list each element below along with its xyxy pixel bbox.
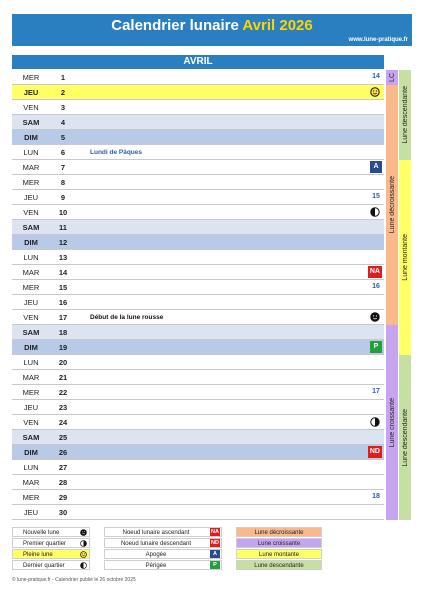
lunation-number: 17 [372,388,380,395]
day-of-week: VEN [23,313,39,322]
day-number: 29 [58,493,68,502]
day-number: 20 [58,358,68,367]
legend-events [104,527,222,571]
day-of-week: DIM [24,238,38,247]
legend-label: Dernier quartier [23,563,65,569]
day-number: 17 [58,313,68,322]
legend-color-item [236,527,322,537]
new-moon-icon [80,529,87,536]
day-row [12,250,384,265]
legend-label: Nouvelle lune [23,530,60,536]
day-number: 15 [58,283,68,292]
day-of-week: JEU [23,508,39,517]
legend-label: Premier quartier [23,541,67,547]
day-of-week: JEU [23,88,39,97]
day-row [12,400,384,415]
legend-event-item [104,549,222,559]
legend-label: Lune descendante [254,563,304,569]
day-number: 21 [58,373,68,382]
day-number: 18 [58,328,68,337]
lunation-number: 16 [372,283,380,290]
day-number: 16 [58,298,68,307]
event-badge: NA [368,266,382,278]
day-row [12,385,384,400]
title-highlight: Avril 2026 [242,17,313,34]
day-of-week: SAM [22,433,40,442]
day-of-week: MER [22,178,40,187]
day-of-week: JEU [23,193,39,202]
day-row [12,445,384,460]
legend-phases [12,527,90,571]
lunar-period-band [399,355,411,520]
lunar-period-band [399,70,411,160]
event-badge: A [370,161,382,173]
day-of-week: SAM [22,118,40,127]
day-number: 25 [58,433,68,442]
lunar-period-band [386,70,398,85]
day-row [12,475,384,490]
legend-color-item [236,549,322,559]
day-row [12,145,384,160]
calendar-grid [12,70,384,520]
lunar-period-label: Lune descendante [401,86,409,144]
event-badge: P [370,341,382,353]
legend-label: Noeud lunaire descendant [120,541,192,547]
page-title [12,17,412,34]
legend-phase-item [12,527,90,537]
day-number: 12 [58,238,68,247]
lunar-period-label: Lune montante [401,234,409,281]
legend-colors [236,527,322,571]
day-of-week: SAM [22,223,40,232]
day-number: 14 [58,268,68,277]
day-of-week: MAR [22,373,40,382]
legend-tag: ND [211,540,219,546]
legend-tag: A [210,550,220,558]
day-row [12,280,384,295]
event-badge: ND [368,446,382,458]
day-of-week: LUN [23,253,39,262]
full-moon-icon [80,551,87,558]
new-moon-icon [370,311,382,323]
legend-event-item [104,527,222,537]
day-number: 3 [60,103,66,112]
day-row [12,340,384,355]
lunar-period-label: Lune descendante [401,408,409,467]
day-row [12,505,384,520]
day-of-week: LUN [23,463,39,472]
legend-label: Périgée [145,563,167,569]
day-of-week: LUN [23,148,39,157]
day-of-week: SAM [22,328,40,337]
lunar-period-band [386,325,398,520]
day-number: 7 [60,163,66,172]
day-of-week: DIM [24,133,38,142]
day-of-week: MER [22,73,40,82]
day-row [12,205,384,220]
day-number: 19 [58,343,68,352]
day-number: 11 [59,223,67,232]
day-of-week: MER [22,388,40,397]
day-note: Début de la lune rousse [90,314,164,321]
day-row [12,460,384,475]
title-main: Calendrier lunaire [111,17,243,34]
day-number: 8 [60,178,66,187]
legend-event-item [104,560,222,570]
legend-color-item [236,560,322,570]
legend-event-item [104,538,222,548]
footer-credit: © lune-pratique.fr - Calendrier publié le 26 octobre 2025 [12,577,136,583]
day-row [12,220,384,235]
lunar-period-label: LC [388,73,396,82]
day-row [12,70,384,85]
day-row [12,115,384,130]
month-header: AVRIL [12,55,384,69]
day-of-week: LUN [23,358,39,367]
day-number: 22 [58,388,68,397]
legend-color-item [236,538,322,548]
last-quarter-icon [80,562,87,569]
day-of-week: JEU [23,298,39,307]
day-number: 2 [60,88,66,97]
legend-label: Lune décroissante [254,530,304,536]
day-number: 9 [60,193,66,202]
legend-label: Apogée [145,552,167,558]
legend-label: Lune montante [258,552,300,558]
day-of-week: VEN [23,103,39,112]
day-row [12,310,384,325]
day-number: 27 [58,463,68,472]
day-row [12,160,384,175]
day-row [12,190,384,205]
day-row [12,235,384,250]
lunation-number: 15 [372,193,380,200]
day-of-week: MAR [22,163,40,172]
day-of-week: DIM [24,448,38,457]
lunar-period-band [399,160,411,355]
day-row [12,265,384,280]
day-number: 23 [58,403,68,412]
first-quarter-icon [80,540,87,547]
page-header [12,14,412,46]
day-of-week: JEU [23,403,39,412]
day-number: 28 [58,478,68,487]
day-row [12,415,384,430]
day-number: 1 [60,73,66,82]
lunar-period-label: Lune décroissante [388,176,396,234]
day-row [12,430,384,445]
day-number: 4 [60,118,66,127]
lunation-number: 14 [372,73,380,80]
day-number: 13 [58,253,68,262]
day-of-week: DIM [24,343,38,352]
legend-tag: P [210,561,220,569]
day-of-week: MAR [22,268,40,277]
day-row [12,370,384,385]
day-row [12,175,384,190]
site-url[interactable]: www.lune-pratique.fr [348,37,408,43]
lunation-number: 18 [372,493,380,500]
last-quarter-icon [370,206,382,218]
day-row [12,325,384,340]
day-note: Lundi de Pâques [90,149,143,156]
day-number: 10 [58,208,68,217]
day-number: 24 [58,418,68,427]
legend-label: Pleine lune [23,552,53,558]
day-row [12,355,384,370]
day-number: 26 [58,448,68,457]
legend-phase-item [12,538,90,548]
day-of-week: MER [22,493,40,502]
day-of-week: MAR [22,478,40,487]
day-number: 5 [60,133,66,142]
day-of-week: VEN [23,418,39,427]
lunar-period-label: Lune croissante [388,397,396,448]
legend-label: Lune croissante [257,541,301,547]
full-moon-icon [370,86,382,98]
lunar-period-band [386,85,398,325]
day-of-week: VEN [23,208,39,217]
legend-phase-item [12,560,90,570]
day-row [12,85,384,100]
legend-label: Noeud lunaire ascendant [122,530,190,536]
day-row [12,100,384,115]
day-row [12,490,384,505]
day-number: 6 [60,148,66,157]
day-number: 30 [58,508,68,517]
day-of-week: MER [22,283,40,292]
legend-tag: NA [211,529,219,535]
legend-phase-item [12,549,90,559]
day-row [12,130,384,145]
day-row [12,295,384,310]
first-quarter-icon [370,416,382,428]
